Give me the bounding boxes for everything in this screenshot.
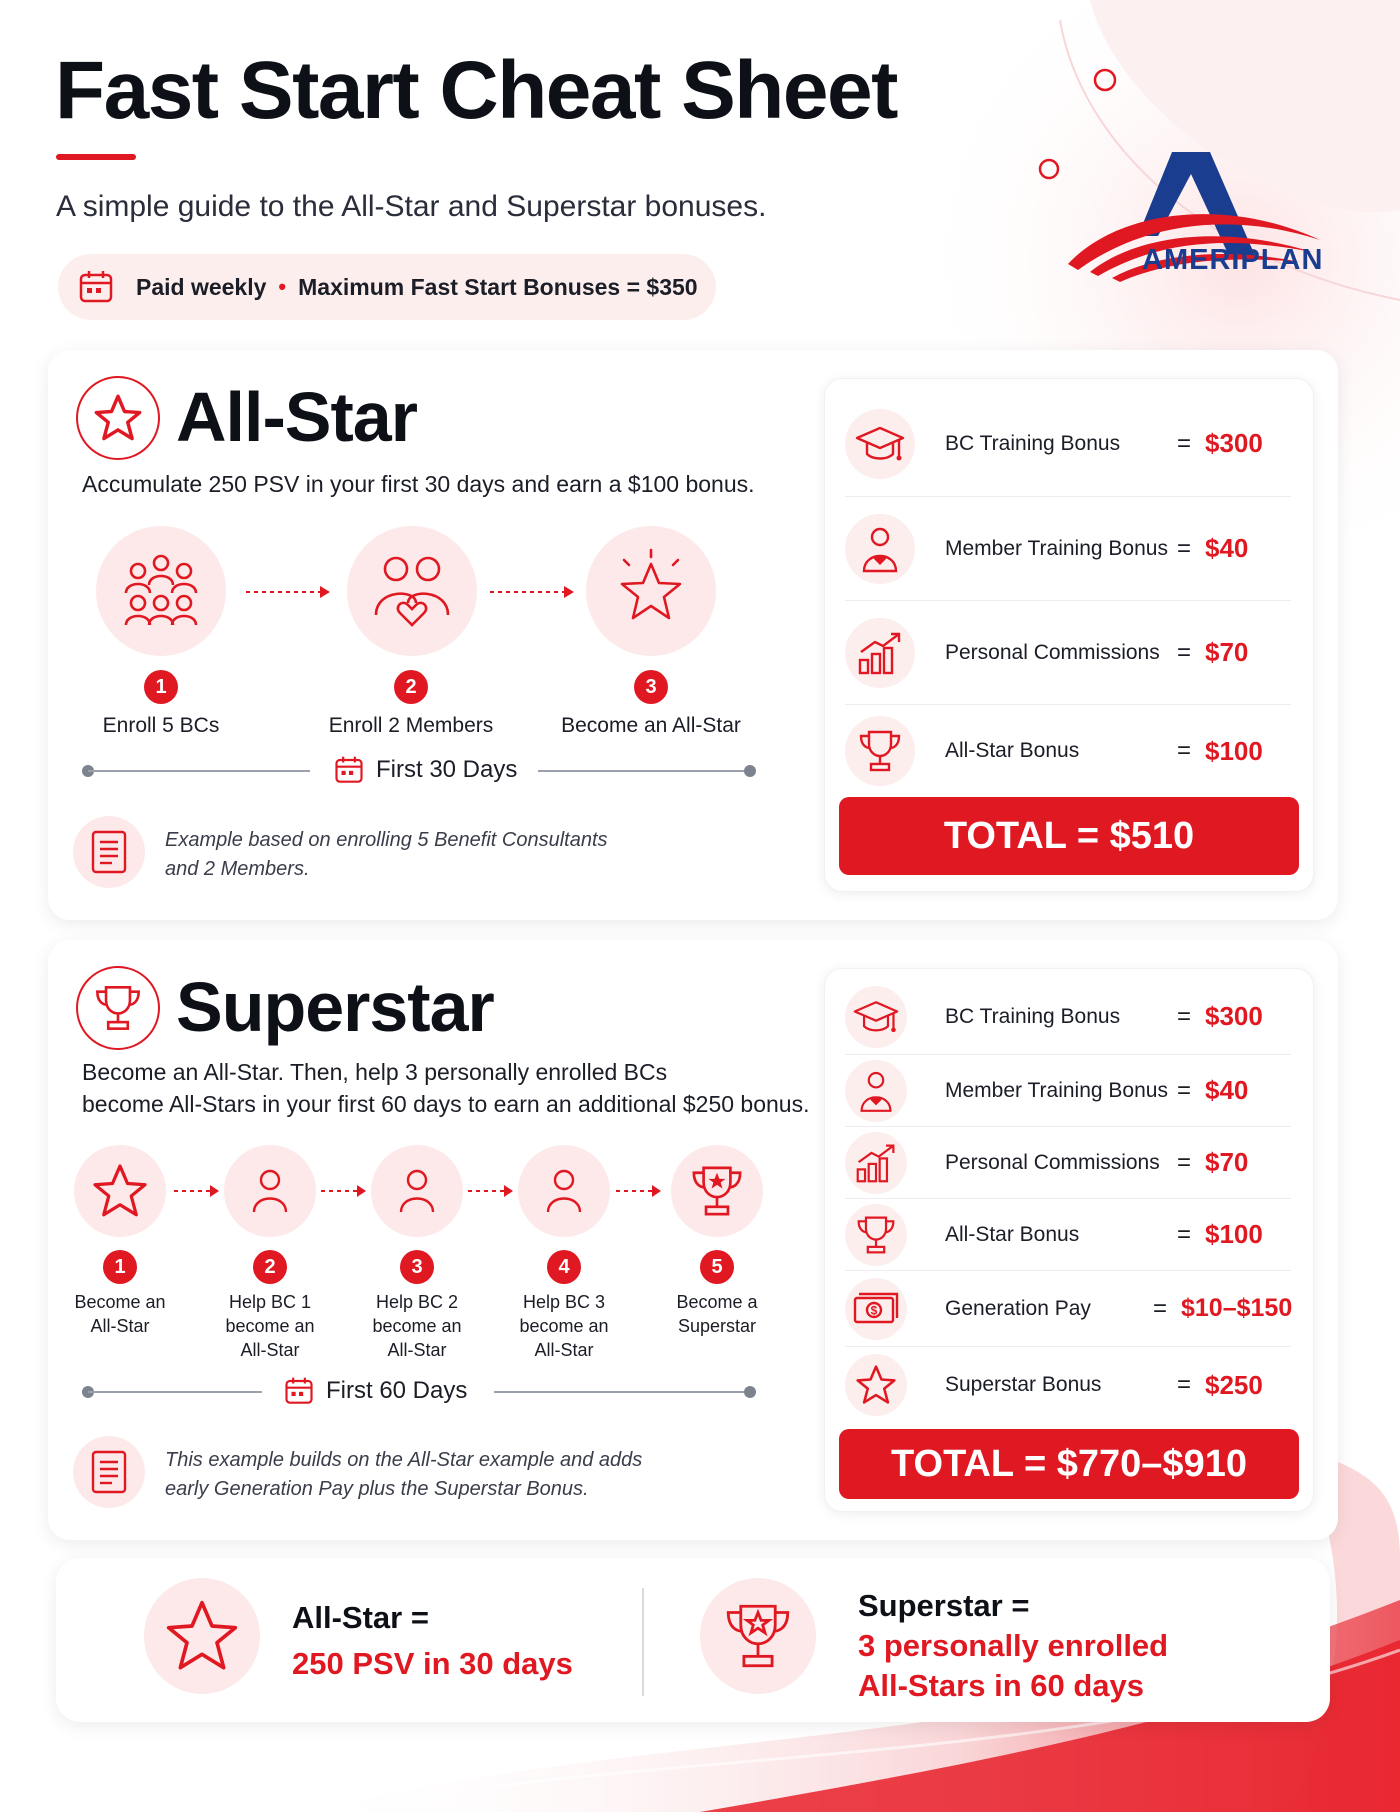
row-icon-wrap [845,409,915,479]
step-circle [518,1145,610,1237]
person-icon [544,1168,584,1214]
step-label [60,1290,180,1338]
allstar-total-banner: TOTAL = $510 [839,797,1299,875]
calendar-icon [78,269,114,305]
timeline-end-dot [744,1386,756,1398]
earnings-row [845,705,1291,797]
row-equals: = [1176,1220,1191,1248]
row-label: Member Training Bonus [945,1078,1168,1102]
payment-info-pill [58,254,716,320]
arrow-icon [468,1182,514,1200]
arrow-icon [321,1182,367,1200]
row-equals: = [1176,1002,1191,1030]
step-number: 3 [400,1250,434,1284]
label-line: All-Star [534,1340,594,1360]
earnings-row [845,391,1291,497]
row-equals: = [1152,1294,1167,1322]
calendar-icon [284,1376,314,1406]
desc-line: become All-Stars in your first 60 days to earn an additional $250 bonus. [82,1091,810,1117]
row-icon-wrap [845,986,907,1048]
row-label: Superstar Bonus [945,1373,1102,1396]
period-label [284,1376,467,1406]
step-label [657,1290,777,1338]
step-label: Enroll 5 BCs [102,714,220,737]
allstar-badge [76,376,160,460]
row-icon-wrap [845,1132,907,1194]
superstar-note [165,1446,642,1504]
label-line: All-Star [387,1340,447,1360]
summary-superstar-label: Superstar = [858,1588,1030,1623]
timeline-line [88,770,310,772]
earnings-row [845,1199,1291,1271]
row-value: $100 [1205,1219,1263,1249]
row-label: All-Star Bonus [945,739,1080,762]
person-icon [250,1168,290,1214]
step-circle [74,1145,166,1237]
label-line: Help BC 2 [375,1292,459,1312]
step-number: 2 [253,1250,287,1284]
period-label [334,755,517,785]
member-heart-icon [860,525,900,573]
row-label: BC Training Bonus [945,431,1121,455]
row-value: $40 [1205,1075,1249,1105]
row-value: $300 [1205,428,1263,458]
row-icon-wrap [845,1204,907,1266]
allstar-note [165,826,608,884]
page-subtitle: A simple guide to the All-Star and Superstar bonuses. [56,190,767,223]
note-icon-wrap [73,816,145,888]
label-line: All-Star [90,1316,150,1336]
earnings-row [845,1271,1291,1347]
label-line: Become an [74,1292,166,1312]
summary-allstar-value: 250 PSV in 30 days [292,1646,573,1681]
step-label [210,1290,330,1362]
superstar-description [82,1056,810,1120]
row-value: $100 [1205,735,1263,766]
earnings-row [845,1055,1291,1127]
timeline-line [538,770,746,772]
member-heart-icon [858,1069,894,1113]
row-icon-wrap [845,716,915,786]
value-line: 3 personally enrolled [858,1628,1169,1663]
star-icon [854,1363,898,1407]
growth-chart-icon [857,630,903,676]
row-icon-wrap [845,1060,907,1122]
label-line: Superstar [677,1316,757,1336]
arrow-1-icon [246,582,332,602]
star-icon [92,392,144,444]
desc-line: Become an All-Star. Then, help 3 personally enrolled BCs [82,1059,668,1085]
graduation-cap-icon [853,998,899,1036]
summary-star-circle [144,1578,260,1694]
row-equals: = [1176,429,1191,457]
earnings-row [845,497,1291,601]
separator-dot: • [278,274,287,299]
step-group-circle [96,526,226,656]
earnings-row [845,1347,1291,1423]
step-number: 5 [700,1250,734,1284]
row-value: $250 [1205,1369,1263,1400]
superstar-total-banner: TOTAL = $770–$910 [839,1429,1299,1499]
value-line: All-Stars in 60 days [858,1668,1145,1703]
period-text: First 60 Days [326,1377,468,1404]
note-line: This example builds on the All-Star example and adds [165,1449,643,1471]
note-icon-wrap [73,1436,145,1508]
trophy-star-icon [722,1600,794,1672]
superstar-title: Superstar [176,968,494,1046]
graduation-cap-icon [855,424,905,464]
row-label: Personal Commissions [945,640,1160,664]
step-label: Become an All-Star [561,714,741,737]
arrow-icon [174,1182,220,1200]
timeline-line [88,1391,262,1393]
label-line: Help BC 3 [522,1292,606,1312]
step-number: 3 [634,670,668,704]
trophy-icon [855,1214,897,1256]
row-label: BC Training Bonus [945,1004,1121,1028]
arrow-icon [616,1182,662,1200]
row-value: $300 [1205,1001,1263,1031]
svg-text:$: $ [870,1303,878,1317]
summary-divider [642,1588,644,1696]
note-line: Example based on enrolling 5 Benefit Consultants [165,829,608,851]
row-label: All-Star Bonus [945,1222,1080,1246]
members-heart-icon [370,553,454,629]
row-label: Member Training Bonus [945,536,1168,560]
timeline-line [494,1391,748,1393]
note-line: early Generation Pay plus the Superstar Bonus. [165,1478,589,1500]
ameriplan-logo [1060,148,1360,288]
trophy-star-icon [689,1163,745,1219]
trophy-icon [93,983,143,1033]
max-bonus-text: Maximum Fast Start Bonuses = $350 [298,273,698,300]
paid-weekly-text: Paid weekly [136,273,267,300]
row-icon-wrap [845,618,915,688]
step-label: Enroll 2 Members [328,714,494,737]
superstar-badge [76,966,160,1050]
superstar-earnings-panel [824,968,1314,1512]
row-equals: = [1176,534,1191,562]
label-line: Become a [676,1292,758,1312]
step-members-circle [347,526,477,656]
step-number: 1 [103,1250,137,1284]
row-value: $70 [1205,1147,1249,1177]
row-icon-wrap [845,1354,907,1416]
logo-wordmark: AMERIPLAN [1142,244,1324,276]
step-star-circle [586,526,716,656]
star-icon [162,1596,242,1676]
step-label [504,1290,624,1362]
allstar-title: All-Star [176,378,417,456]
row-equals: = [1176,1148,1191,1176]
label-line: become an [519,1316,609,1336]
step-number: 2 [394,670,428,704]
step-label [357,1290,477,1362]
row-value: $40 [1205,533,1249,563]
growth-chart-icon [855,1142,897,1184]
label-line: become an [225,1316,315,1336]
summary-trophy-circle [700,1578,816,1694]
earnings-row [845,979,1291,1055]
row-icon-wrap [845,1278,907,1340]
arrow-2-icon [490,582,576,602]
row-label: Personal Commissions [945,1150,1160,1174]
earnings-row [845,1127,1291,1199]
row-equals: = [1176,1371,1191,1398]
step-circle [224,1145,316,1237]
period-text: First 30 Days [376,756,518,783]
allstar-description: Accumulate 250 PSV in your first 30 days and earn a $100 bonus. [82,471,755,497]
document-icon [90,1450,128,1494]
group-icon [118,551,204,631]
label-line: All-Star [240,1340,300,1360]
step-circle [371,1145,463,1237]
star-icon [90,1161,150,1221]
summary-superstar-value [858,1626,1168,1706]
row-equals: = [1176,737,1191,764]
calendar-icon [334,755,364,785]
document-icon [90,830,128,874]
label-line: become an [372,1316,462,1336]
earnings-row [845,601,1291,705]
page-title: Fast Start Cheat Sheet [55,45,897,136]
cash-icon [853,1292,899,1326]
note-line: and 2 Members. [165,858,310,880]
row-equals: = [1176,1076,1191,1104]
title-underline [56,154,136,160]
trophy-icon [857,728,903,774]
row-label: Generation Pay [945,1296,1091,1320]
timeline-end-dot [744,765,756,777]
row-icon-wrap [845,514,915,584]
row-equals: = [1176,638,1191,666]
step-number: 1 [144,670,178,704]
allstar-earnings-panel [824,378,1314,892]
star-burst-icon [608,548,694,634]
row-value: $10–$150 [1181,1294,1293,1322]
step-number: 4 [547,1250,581,1284]
row-value: $70 [1205,637,1249,667]
label-line: Help BC 1 [228,1292,312,1312]
step-circle [671,1145,763,1237]
summary-allstar-label: All-Star = [292,1600,429,1635]
person-icon [397,1168,437,1214]
